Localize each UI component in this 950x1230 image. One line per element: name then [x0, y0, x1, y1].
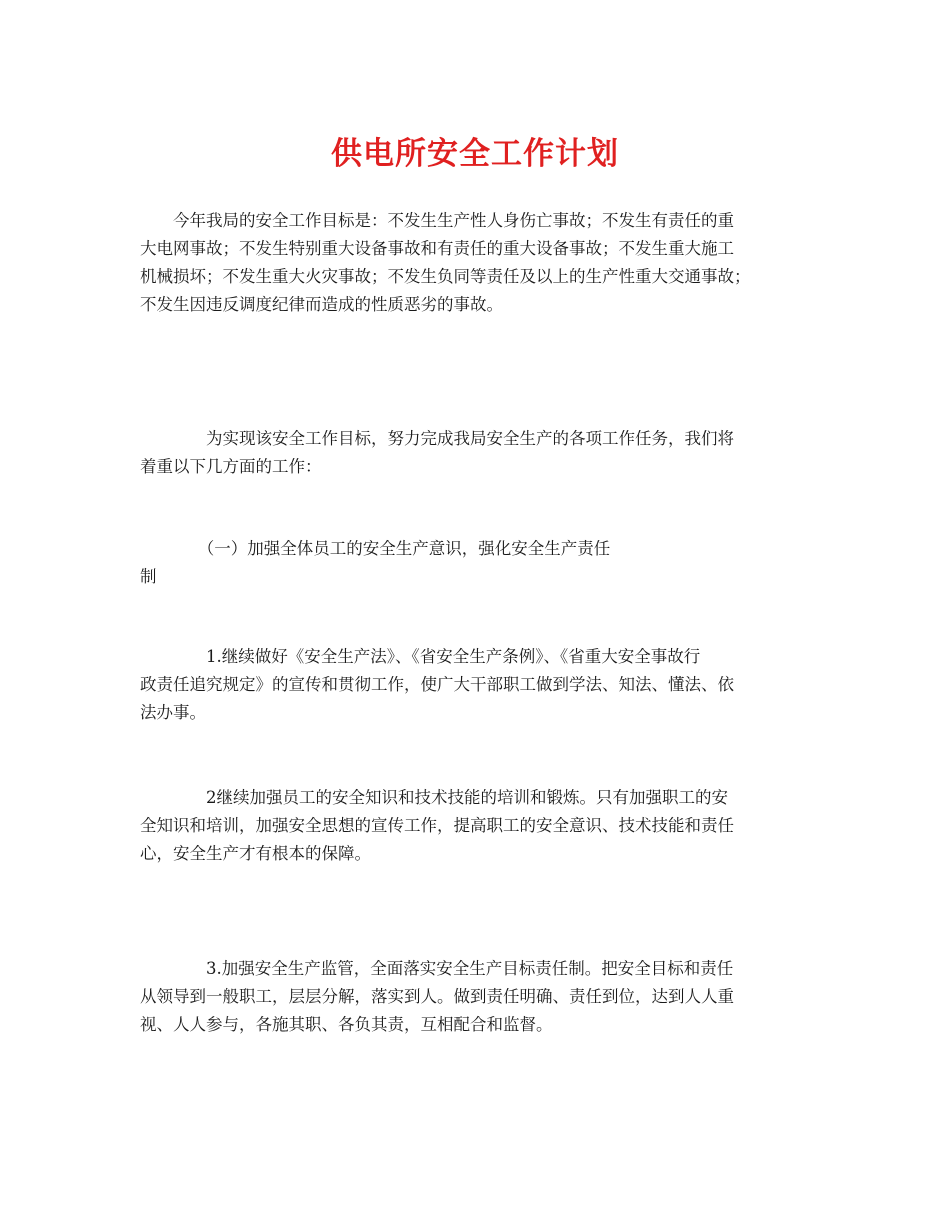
document-title: 供电所安全工作计划	[331, 136, 619, 172]
paragraph-line: 2继续加强员工的安全知识和技术技能的培训和锻炼。只有加强职工的安	[140, 788, 728, 807]
paragraph-line: 今年我局的安全工作目标是：不发生生产性人身伤亡事故；不发生有责任的重	[140, 211, 734, 230]
paragraph-line: 政责任追究规定》的宣传和贯彻工作，使广大干部职工做到学法、知法、懂法、依	[140, 675, 734, 694]
paragraph-line: 制	[140, 567, 157, 586]
paragraph-line: 不发生因违反调度纪律而造成的性质恶劣的事故。	[140, 295, 503, 314]
section-heading-one	[140, 535, 820, 591]
paragraph-line: 法办事。	[140, 703, 206, 722]
paragraph-line: 着重以下几方面的工作：	[140, 457, 322, 476]
paragraph-item-1	[140, 643, 820, 727]
paragraph-item-3	[140, 955, 820, 1039]
paragraph-line: 视、人人参与，各施其职、各负其责，互相配合和监督。	[140, 1015, 553, 1034]
paragraph-item-2	[140, 784, 820, 868]
paragraph-line: 大电网事故；不发生特别重大设备事故和有责任的重大设备事故；不发生重大施工	[140, 239, 734, 258]
paragraph-line: 全知识和培训，加强安全思想的宣传工作，提高职工的安全意识、技术技能和责任	[140, 816, 734, 835]
paragraph-intro-tasks	[140, 425, 820, 481]
paragraph-line: 机械损坏；不发生重大火灾事故；不发生负同等责任及以上的生产性重大交通事故；	[140, 267, 751, 286]
paragraph-line: 1.继续做好《安全生产法》、《省安全生产条例》、《省重大安全事故行	[140, 647, 701, 666]
paragraph-line: 心，安全生产才有根本的保障。	[140, 844, 371, 863]
paragraph-line: （一）加强全体员工的安全生产意识，强化安全生产责任	[140, 539, 611, 558]
paragraph-line: 3.加强安全生产监管，全面落实安全生产目标责任制。把安全目标和责任	[140, 959, 734, 978]
paragraph-line: 从领导到一般职工，层层分解，落实到人。做到责任明确、责任到位，达到人人重	[140, 987, 734, 1006]
paragraph-safety-goals	[140, 207, 820, 319]
paragraph-line: 为实现该安全工作目标，努力完成我局安全生产的各项工作任务，我们将	[140, 429, 734, 448]
